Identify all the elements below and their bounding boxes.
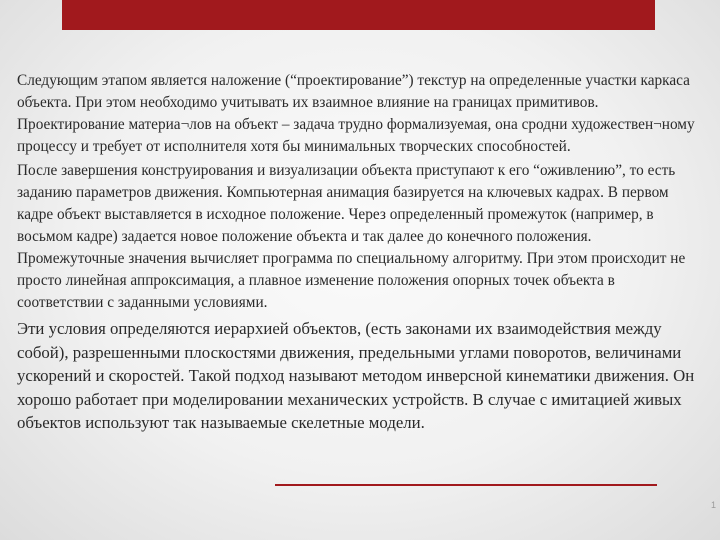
top-accent-bar <box>62 0 655 30</box>
paragraph-kinematics: Эти условия определяются иерархией объектов, (есть законами их взаимодействия между собой), разрешенными плоскостями движения, предельными углами поворотов, величинами ускорений и скоростей. Такой подход называют методом инверсной кинематики движения. Он хорошо работает при моделировании механических устройств. В случае с имитацией живых объектов используют так называемые скелетные модели. <box>17 319 695 433</box>
bottom-accent-line <box>275 484 657 486</box>
slide-body <box>17 70 700 435</box>
paragraph-texturing: Следующим этапом является наложение (“проектирование”) текстур на определенные участки каркаса объекта. При этом необходимо учитывать их взаимное влияние на границах примитивов. Проектирование материа¬лов на объект – задача трудно формализуемая, она сродни художествен¬ному процессу и требует от исполнителя хотя бы минимальных творческих способностей. <box>17 72 695 155</box>
paragraph-animation: После завершения конструирования и визуализации объекта приступают к его “оживлению”, то есть заданию параметров движения. Компьютерная анимация базируется на ключевых кадрах. В первом кадре объект выставляется в исходное положение. Через определенный промежуток (например, в восьмом кадре) задается новое положение объекта и так далее до конечного положения. Промежуточные значения вычисляет программа по специальному алгоритму. При этом происходит не просто линейная аппроксимация, а плавное изменение положения опорных точек объекта в соответствии с заданными условиями. <box>17 162 686 311</box>
page-mark: 1 <box>710 500 716 510</box>
